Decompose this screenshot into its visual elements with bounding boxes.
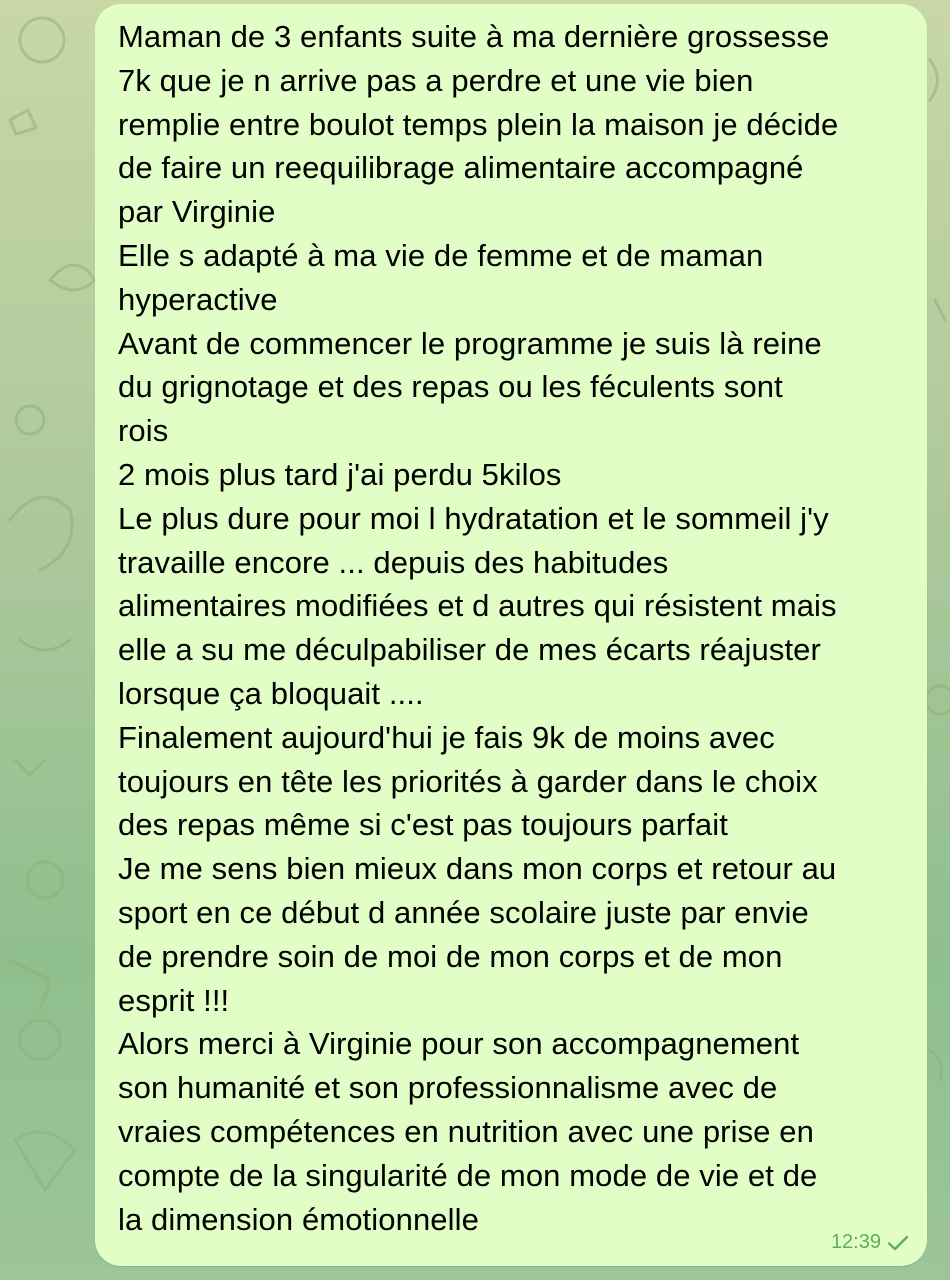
single-check-icon bbox=[887, 1235, 909, 1251]
message-line: 2 mois plus tard j'ai perdu 5kilos bbox=[118, 456, 562, 492]
message-line: des repas même si c'est pas toujours parfait bbox=[118, 807, 728, 843]
message-line: vraies compétences en nutrition avec une prise en bbox=[118, 1113, 814, 1149]
message-line: Maman de 3 enfants suite à ma dernière grossesse bbox=[118, 19, 830, 54]
message-line: alimentaires modifiées et d autres qui résistent mais bbox=[118, 588, 837, 624]
message-line: Avant de commencer le programme je suis là reine bbox=[118, 325, 822, 361]
message-line: toujours en tête les priorités à garder dans le choix bbox=[118, 763, 818, 799]
message-line: sport en ce début d année scolaire juste par envie bbox=[118, 894, 809, 930]
message-line: la dimension émotionnelle bbox=[118, 1201, 479, 1237]
message-line: Alors merci à Virginie pour son accompagnement bbox=[118, 1026, 800, 1062]
message-line: par Virginie bbox=[118, 194, 276, 230]
message-line: remplie entre boulot temps plein la maison je décide bbox=[118, 106, 839, 142]
message-line: Elle s adapté à ma vie de femme et de maman bbox=[118, 237, 764, 273]
message-time: 12:39 bbox=[830, 1231, 881, 1253]
message-line: 7k que je n arrive pas a perdre et une vie bien bbox=[118, 62, 754, 98]
message-line: lorsque ça bloquait .... bbox=[118, 675, 424, 711]
message-line: Je me sens bien mieux dans mon corps et retour au bbox=[118, 851, 837, 887]
message-line: de prendre soin de moi de mon corps et de mon bbox=[118, 938, 783, 974]
message-line: rois bbox=[118, 413, 169, 449]
message-line: son humanité et son professionnalisme avec de bbox=[118, 1070, 778, 1106]
message-line: travaille encore ... depuis des habitudes bbox=[118, 544, 669, 580]
message-bubble[interactable] bbox=[95, 4, 927, 1266]
message-line: hyperactive bbox=[118, 281, 278, 317]
message-line: Le plus dure pour moi l hydratation et le sommeil j'y bbox=[118, 500, 829, 536]
message-line: de faire un reequilibrage alimentaire accompagné bbox=[118, 150, 804, 186]
message-meta bbox=[831, 1231, 909, 1254]
message-line: Finalement aujourd'hui je fais 9k de moins avec bbox=[118, 719, 775, 755]
message-text bbox=[118, 15, 913, 1241]
message-line: compte de la singularité de mon mode de vie et de bbox=[118, 1157, 818, 1193]
message-line: elle a su me déculpabiliser de mes écarts réajuster bbox=[118, 632, 821, 668]
message-line: du grignotage et des repas ou les féculents sont bbox=[118, 369, 783, 405]
message-line: esprit !!! bbox=[118, 982, 230, 1018]
